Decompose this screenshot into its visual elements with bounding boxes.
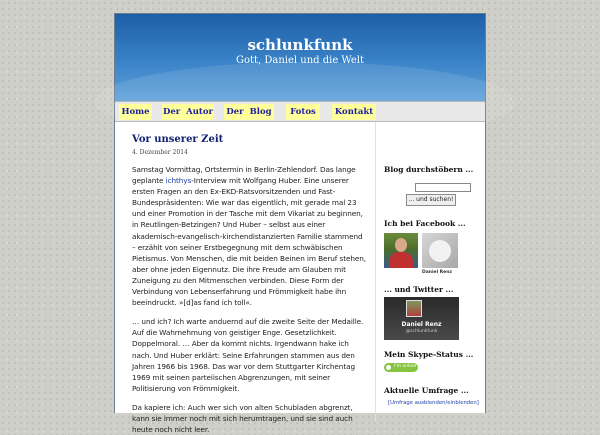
twitter-handle: @schlunkfunk [405,329,438,334]
post-paragraph-3: Da kapiere ich: Auch wer sich von alten Schubladen abgrenzt, kann sie immer noch mit sich herumtragen, und sie sind auch heute noch nicht leer. [132,402,353,435]
facebook-heading: Ich bei Facebook ... [384,219,466,228]
post-date: 4. Dezember 2014 [132,149,188,156]
site-title[interactable]: schlunkfunk [247,36,353,54]
profile-photo-face [395,238,407,252]
ichthys-link[interactable]: ichthys [165,176,192,186]
profile-photo [384,233,418,268]
twitter-widget[interactable] [384,297,459,340]
skype-status-badge[interactable] [384,363,418,372]
nav-item-der-autor[interactable]: Der Autor [162,104,214,120]
facebook-name: Daniel Renz [422,270,453,275]
paragraph-1-text-rest: -Interview mit Wolfgang Huber. Eine unserer ersten Fragen an den Ex-EKD-Ratsvorsitzenden und Fast-Bundespräsidenten: Wie war das eigentlich, mit gerade mal 23 und einer Promotion in der Tasche mit dem Vikariat zu beginnen, in Reutlingen-Betzingen? Und Huber – selbst aus einer akademisch-evangelisch-kirchendistanzierten Familie stammend – erzählt von seiner Erstbegegnung mit dem schwäbischen Pietismus. Von Menschen, die mit beiden Beinen im Beruf stehen, aber ohne jeden Eigennutz. Die ihre Freude am Glauben mit Zuneigung zu den Mitmenschen verbinden. Diese Form der Verbindung von Lebenserfahrung und Frömmigkeit habe ihn beeindruckt. »[d]as fand ich toll«. [132,176,367,308]
paragraph-1-text-start: Samstag Vormittag, Ortstermin in Berlin-Zehlendorf. Das lange geplante [132,165,356,186]
poll-heading: Aktuelle Umfrage ... [384,386,469,395]
nav-item-fotos[interactable]: Fotos [286,104,320,120]
site-tagline: Gott, Daniel und die Welt [235,55,365,66]
facebook-widget[interactable] [384,232,459,276]
post-paragraph-1 [132,164,368,308]
skype-status-icon [386,365,391,370]
nav-item-home[interactable]: Home [119,104,152,120]
facebook-cover-photo [422,233,458,268]
site-header [115,14,485,101]
page-container [114,13,486,435]
profile-photo-shirt [389,252,413,268]
skype-heading: Mein Skype-Status ... [384,350,474,359]
skype-status-text: I'm online [394,364,417,369]
main-content [132,134,368,435]
nav-item-kontakt[interactable]: Kontakt [332,104,376,120]
sidebar [375,122,486,422]
nav-bar [115,101,485,122]
post-title[interactable]: Vor unserer Zeit [132,134,224,145]
nav-item-der-blog[interactable]: Der Blog [224,104,274,120]
search-heading: Blog durchstöbern ... [384,165,474,174]
cover-photo-shape [429,240,451,262]
twitter-heading: ... und Twitter ... [384,285,454,294]
post-paragraph-2: … und ich? Ich warte anduernd auf die zweite Seite der Medaille. Auf die Wahrnehmung von geistiger Enge. Gesetzlichkeit. Doppelmoral. … Aber da kommt nichts. Irgendwann hake ich nach. Und Huber erklärt: Seine Erfahrungen stammen aus den Jahren 1966 bis 1968. Das war vor dem Stuttgarter Kirchentag 1969 mit seinen parteiischen Abgrenzungen, mit seiner Politisierung von Frömmigkeit. [132,317,364,393]
search-input[interactable] [415,183,471,192]
poll-toggle-link[interactable]: [Umfrage ausblenden/einblenden] [388,400,479,406]
twitter-avatar [406,300,422,317]
search-button[interactable]: ... und suchen! [406,194,456,206]
twitter-name: Daniel Renz [401,321,442,328]
